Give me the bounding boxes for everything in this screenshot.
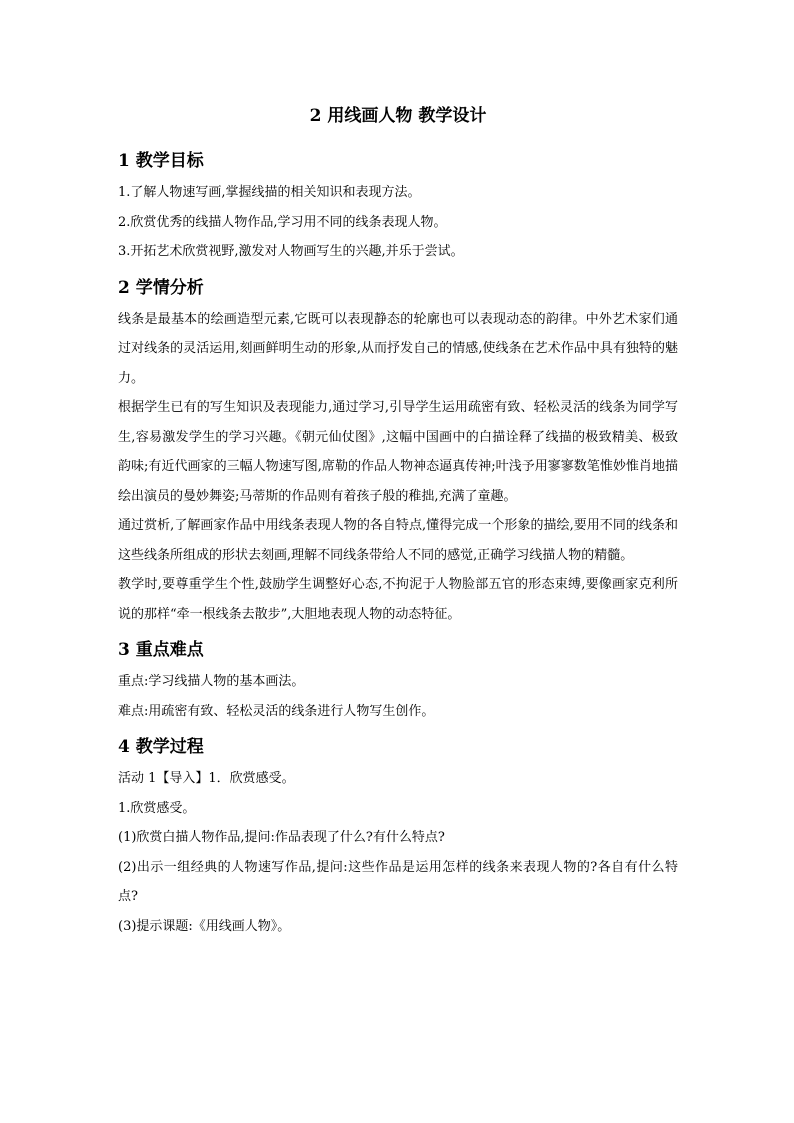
paragraph: 1.了解人物速写画,掌握线描的相关知识和表现方法。 xyxy=(118,185,421,200)
section-key-points xyxy=(118,637,678,726)
section-content xyxy=(118,178,678,267)
paragraph: (3)提示课题:《用线画人物》。 xyxy=(118,918,291,934)
section-heading: 2 学情分析 xyxy=(118,277,204,298)
document-title: 2 用线画人物 教学设计 xyxy=(309,106,487,126)
paragraph: 1.欣赏感受。 xyxy=(118,800,196,816)
paragraph: 线条是最基本的绘画造型元素,它既可以表现静态的轮廓也可以表现动态的韵律。中外艺术家们通过对线条的灵活运用,刻画鲜明生动的形象,从而抒发自己的情感,使线条在艺术作品中具有独特的魅力。 xyxy=(118,311,678,386)
section-heading: 1 教学目标 xyxy=(118,151,204,171)
paragraph: 活动 1【导入】1．欣赏感受。 xyxy=(118,771,295,786)
paragraph: 难点:用疏密有致、轻松灵活的线条进行人物写生创作。 xyxy=(118,703,435,719)
paragraph: 3.开拓艺术欣赏视野,激发对人物画写生的兴趣,并乐于尝试。 xyxy=(118,244,464,259)
paragraph: 教学时,要尊重学生个性,鼓励学生调整好心态,不拘泥于人物脸部五官的形态束缚,要像画家克利所说的那样“牵一根线条去散步”,大胆地表现人物的动态特征。 xyxy=(118,577,678,622)
paragraph: 根据学生已有的写生知识及表现能力,通过学习,引导学生运用疏密有致、轻松灵活的线条为同学写生,容易激发学生的学习兴趣。《朝元仙仗图》,这幅中国画中的白描诠释了线描的极致精美、极致韵味;有近代画家的三幅人物速写图,席勒的作品人物神态逼真传神;叶浅予用寥寥数笔惟妙惟肖地描绘出演员的曼妙舞姿;马蒂斯的作品则有着孩子般的稚拙,充满了童趣。 xyxy=(118,400,678,504)
section-content xyxy=(118,764,678,941)
section-content xyxy=(118,305,678,630)
paragraph: (2)出示一组经典的人物速写作品,提问:这些作品是运用怎样的线条来表现人物的?各自有什么特点? xyxy=(118,859,678,904)
paragraph: (1)欣赏白描人物作品,提问:作品表现了什么?有什么特点? xyxy=(118,830,445,845)
section-heading: 4 教学过程 xyxy=(118,737,204,757)
section-heading: 3 重点难点 xyxy=(118,640,204,660)
section-learner-analysis xyxy=(118,275,678,630)
section-content xyxy=(118,667,678,726)
paragraph: 通过赏析,了解画家作品中用线条表现人物的各自特点,懂得完成一个形象的描绘,要用不同的线条和这些线条所组成的形状去刻画,理解不同线条带给人不同的感觉,正确学习线描人物的精髓。 xyxy=(118,518,678,563)
paragraph: 重点:学习线描人物的基本画法。 xyxy=(118,674,305,689)
section-teaching-process xyxy=(118,734,678,941)
section-teaching-objectives xyxy=(118,148,678,267)
paragraph: 2.欣赏优秀的线描人物作品,学习用不同的线条表现人物。 xyxy=(118,214,447,230)
document-body xyxy=(118,104,678,949)
